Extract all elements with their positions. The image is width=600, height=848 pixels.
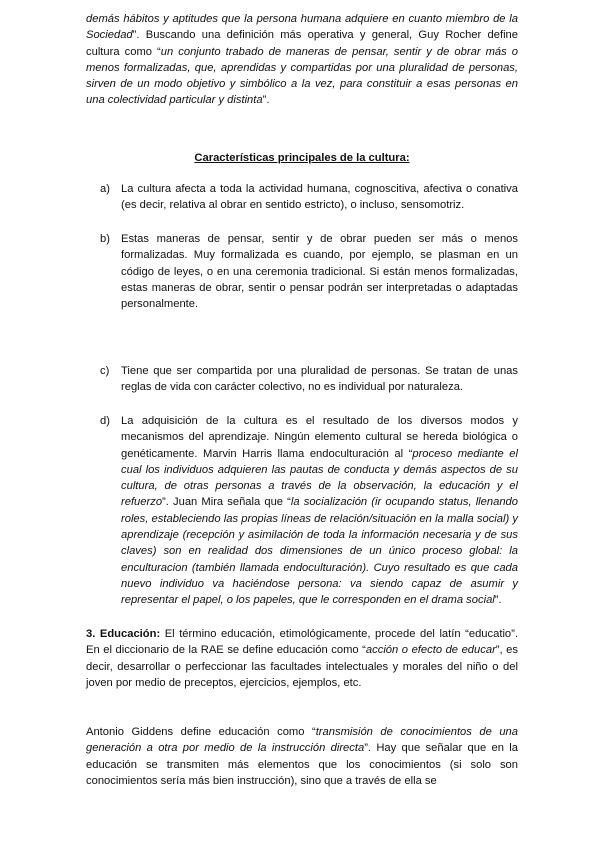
mira-quote: la socialización (ir ocupando status, llenando roles, estableciendo las propias líneas de relación/situación en la malla social) y aprendizaje (recepción y asimilación de toda la información necesaria y de sus claves) son en realidad dos dimensiones de un único proceso global: la enculturacion (también llamada endoculturación). Cuyo resultado es que cada nuevo individuo va haciéndose persona: va siendo capaz de asumir y representar el papel, o los papeles, que le corresponden en el drama social <box>121 496 518 607</box>
intro-italic-1: demás hábitos y aptitudes que la persona humana adquiere en cuanto miembro de la Sociedad <box>86 13 518 42</box>
list-item-text: La adquisición de la cultura es el resultado de los diversos modos y mecanismos del aprendizaje. Ningún elemento cultural se hereda biológica o genéticamente. Marvin Harris llama endoculturación al “ <box>121 415 518 460</box>
intro-text-4: ”. <box>262 94 270 107</box>
list-item <box>86 413 518 609</box>
list-item <box>86 363 518 413</box>
education-text-3: ”, es decir, desarrollar o perfeccionar las facultades intelectuales y morales del niño o del joven por medio de preceptos, ejercicios, ejemplos, etc. <box>86 644 518 689</box>
list-item-text: La cultura afecta a toda la actividad humana, cognoscitiva, afectiva o conativa (es decir, relativa al obrar en sentido estricto), o incluso, sensomotriz. <box>121 183 518 212</box>
giddens-text-1: Antonio Giddens define educación como “ <box>86 726 316 738</box>
giddens-quote: transmisión de conocimientos de una generación a otra por medio de la instrucción directa <box>86 726 518 755</box>
rocher-quote: un conjunto trabado de maneras de pensar, sentir y de obrar más o menos formalizadas, que, aprendidas y compartidas por una pluralidad de personas, sirven de un modo objetivo y simbólico a la vez, para constituir a esas personas en una colectividad particular y distinta <box>86 45 518 107</box>
education-paragraph <box>86 626 518 691</box>
list-marker: a) <box>100 183 110 195</box>
giddens-paragraph <box>86 724 518 789</box>
list-item-text: ”. Juan Mira señala que “ <box>162 496 291 509</box>
list-item-text: Tiene que ser compartida por una pluralidad de personas. Se tratan de unas reglas de vida con carácter colectivo, no es individual por naturaleza. <box>121 365 518 394</box>
list-item-text: ”. <box>494 594 502 607</box>
characteristics-list <box>86 181 518 609</box>
harris-quote: proceso mediante el cual los individuos adquieren las pautas de conducta y demás aspectos de su cultura, de otras personas a través de la observación, la educación y el refuerzo <box>121 447 518 509</box>
education-heading: 3. Educación: <box>86 628 161 640</box>
rae-definition: acción o efecto de educar <box>365 644 496 657</box>
list-item-text: Estas maneras de pensar, sentir y de obrar pueden ser más o menos formalizadas. Muy formalizada es cuando, por ejemplo, se plasman en un código de leyes, o en una ceremonia tradicional. Si están menos formalizadas, estas maneras de obrar, sentir o pensar podrán ser interpretadas o adaptadas personalmente. <box>121 233 518 311</box>
intro-paragraph <box>86 11 518 109</box>
education-text-1: El término educación, etimológicamente, procede del latín “educatio”. En el diccionario de la RAE se define educación como “ <box>86 628 518 657</box>
list-item <box>86 231 518 363</box>
list-item <box>86 181 518 231</box>
list-marker: d) <box>100 415 110 427</box>
giddens-text-3: ”. Hay que señalar que en la educación se transmiten más elementos que los conocimientos (si solo son conocimientos sería más bien instrucción), sino que a través de ella se <box>86 742 518 787</box>
section-heading: Características principales de la cultura: <box>194 152 410 164</box>
list-marker: b) <box>100 233 110 245</box>
list-marker: c) <box>100 365 110 377</box>
intro-text-2: ”. Buscando una definición más operativa y general, Guy Rocher define cultura como “ <box>86 29 518 58</box>
